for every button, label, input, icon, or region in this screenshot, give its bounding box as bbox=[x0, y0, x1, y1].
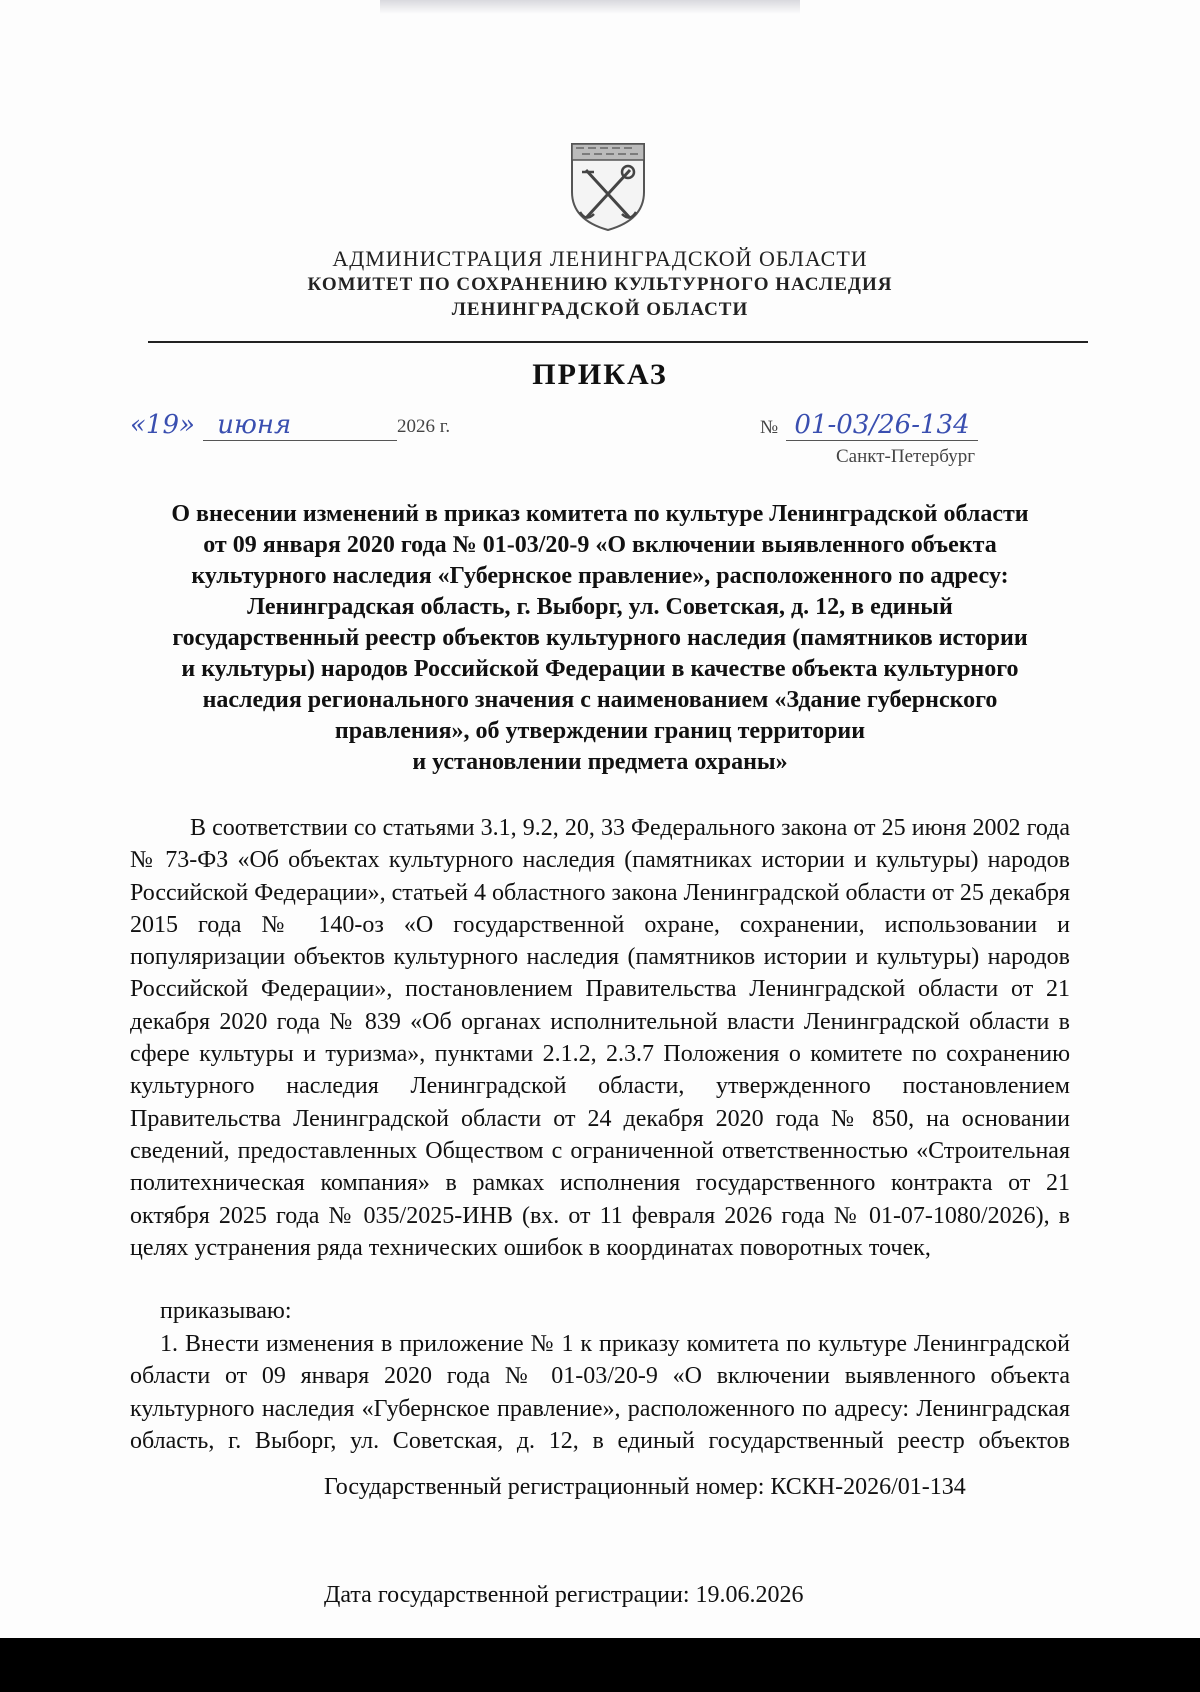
date-month: июня bbox=[203, 410, 397, 441]
preamble-paragraph: В соответствии со статьями 3.1, 9.2, 20, 33 Федерального закона от 25 июня 2002 года № 73-ФЗ «Об объектах культурного наследия (памятниках истории и культуры) народов Российской Федерации», статьей 4 областного закона Ленинградской области от 25 декабря 2015 года № 140-оз «О государственной охране, сохранении, использовании и популяризации объектов культурного наследия (памятников истории и культуры) народов Российской Федерации», постановлением Правительства Ленинградской области от 21 декабря 2020 года № 839 «Об органах исполнительной власти Ленинградской области в сфере культуры и туризма», пунктами 2.1.2, 2.3.7 Положения о комитете по сохранению культурного наследия Ленинградской области, утвержденного постановлением Правительства Ленинградской области от 24 декабря 2020 года № 850, на основании сведений, предоставленных Обществом с ограниченной ответственностью «Строительная политехническая компания» в рамках исполнения государственного контракта от 21 октября 2025 года № 035/2025-ИНВ (вх. от 11 февраля 2026 года № 01-07-1080/2026), в целях устранения ряда технических ошибок в координатах поворотных точек, bbox=[130, 815, 1070, 1261]
committee-region: ЛЕНИНГРАДСКОЙ ОБЛАСТИ bbox=[451, 299, 749, 320]
title-line: от 09 января 2020 года № 01-03/20-9 «О включении выявленного объекта bbox=[203, 532, 997, 558]
title-line: и установлении предмета охраны» bbox=[412, 749, 788, 775]
order-date bbox=[130, 410, 397, 441]
scan-artifact bbox=[380, 0, 800, 14]
header-divider bbox=[148, 341, 1088, 343]
title-line: государственный реестр объектов культурного наследия (памятников истории bbox=[172, 625, 1028, 651]
title-line: и культуры) народов Российской Федерации в качестве объекта культурного bbox=[181, 656, 1019, 682]
title-line: правления», об утверждении границ территории bbox=[334, 718, 866, 744]
order-item-1: 1. Внести изменения в приложение № 1 к приказу комитета по культуре Ленинградской области от 09 января 2020 года № 01-03/20-9 «О включении выявленного объекта культурного наследия «Губернское правление», расположенного по адресу: Ленинградская область, г. Выборг, ул. Советская, д. 12, в единый государственный реестр объектов bbox=[130, 1331, 1070, 1454]
coat-of-arms-icon bbox=[568, 140, 648, 232]
date-quote-close: » bbox=[179, 410, 195, 440]
committee-name: КОМИТЕТ ПО СОХРАНЕНИЮ КУЛЬТУРНОГО НАСЛЕДИЯ bbox=[307, 274, 893, 295]
order-word: приказываю: bbox=[160, 1298, 292, 1324]
registration-date: Дата государственной регистрации: 19.06.2026 bbox=[324, 1582, 804, 1608]
order-title bbox=[100, 499, 1100, 778]
scan-bottom-band bbox=[0, 1638, 1200, 1692]
number-label: № bbox=[760, 417, 779, 438]
title-line: О внесении изменений в приказ комитета по культуре Ленинградской области bbox=[171, 501, 1029, 527]
order-number bbox=[760, 410, 978, 440]
document-type: ПРИКАЗ bbox=[532, 358, 668, 391]
organization-name: АДМИНИСТРАЦИЯ ЛЕНИНГРАДСКОЙ ОБЛАСТИ bbox=[332, 246, 868, 271]
title-line: Ленинградская область, г. Выборг, ул. Советская, д. 12, в единый bbox=[247, 594, 953, 620]
title-line: наследия регионального значения с наименованием «Здание губернского bbox=[202, 687, 998, 713]
date-year: 2026 г. bbox=[397, 416, 451, 437]
issue-city: Санкт-Петербург bbox=[836, 446, 976, 467]
title-line: культурного наследия «Губернское правление», расположенного по адресу: bbox=[191, 563, 1009, 589]
date-quote-open: « bbox=[130, 410, 146, 440]
registration-number: Государственный регистрационный номер: КСКН-2026/01-134 bbox=[324, 1474, 966, 1500]
date-day: 19 bbox=[145, 410, 180, 440]
number-value: 01-03/26-134 bbox=[786, 410, 977, 441]
